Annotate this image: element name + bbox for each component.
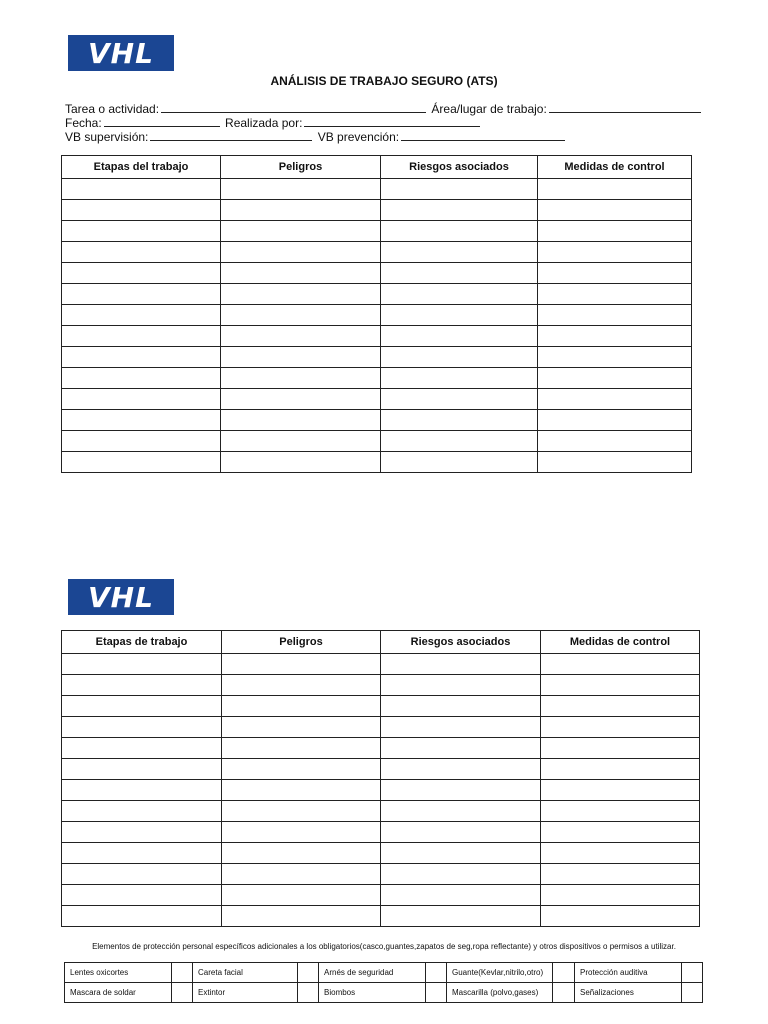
table-cell[interactable] (221, 326, 381, 347)
table-cell[interactable] (222, 801, 381, 822)
table-cell[interactable] (538, 305, 692, 326)
table-row (62, 759, 700, 780)
table-cell[interactable] (381, 284, 538, 305)
table-cell[interactable] (62, 284, 221, 305)
vb-supervision-field[interactable] (150, 129, 312, 141)
ppe-checkbox[interactable] (298, 963, 319, 983)
table-cell[interactable] (222, 717, 381, 738)
table-cell[interactable] (221, 410, 381, 431)
table-cell[interactable] (538, 242, 692, 263)
table-cell[interactable] (222, 864, 381, 885)
table-cell[interactable] (62, 864, 222, 885)
table-row (62, 431, 692, 452)
table-cell[interactable] (381, 368, 538, 389)
ppe-checkbox[interactable] (682, 963, 703, 983)
ppe-item-label: Señalizaciones (575, 983, 682, 1003)
table-cell[interactable] (62, 906, 222, 927)
ppe-item-label: Mascarilla (polvo,gases) (447, 983, 553, 1003)
table-cell[interactable] (541, 717, 700, 738)
table-cell[interactable] (541, 738, 700, 759)
table-row (62, 864, 700, 885)
table-cell[interactable] (62, 431, 221, 452)
table-cell[interactable] (221, 389, 381, 410)
table-cell[interactable] (222, 885, 381, 906)
table-cell[interactable] (62, 305, 221, 326)
table-cell[interactable] (381, 242, 538, 263)
table-cell[interactable] (538, 200, 692, 221)
table-cell[interactable] (62, 822, 222, 843)
table-cell[interactable] (62, 410, 221, 431)
table-cell[interactable] (541, 696, 700, 717)
ppe-item-label: Lentes oxicortes (65, 963, 172, 983)
ppe-checkbox[interactable] (172, 983, 193, 1003)
table-cell[interactable] (222, 675, 381, 696)
table-cell[interactable] (381, 780, 541, 801)
table-cell[interactable] (221, 305, 381, 326)
table-cell[interactable] (62, 780, 222, 801)
area-label: Área/lugar de trabajo: (431, 102, 547, 116)
table-row (62, 200, 692, 221)
table-cell[interactable] (381, 200, 538, 221)
table-cell[interactable] (541, 759, 700, 780)
vb-prevencion-label: VB prevención: (317, 130, 400, 144)
tarea-label: Tarea o actividad: (65, 102, 160, 116)
table-cell[interactable] (221, 431, 381, 452)
table-row (62, 822, 700, 843)
table-row (62, 179, 692, 200)
table-cell[interactable] (222, 759, 381, 780)
table-cell[interactable] (381, 221, 538, 242)
table-cell[interactable] (541, 906, 700, 927)
area-field[interactable] (549, 101, 701, 113)
table-cell[interactable] (541, 843, 700, 864)
table-cell[interactable] (541, 780, 700, 801)
table-cell[interactable] (538, 452, 692, 473)
ats-table-1 (61, 155, 692, 473)
table-cell[interactable] (538, 368, 692, 389)
table-cell[interactable] (62, 347, 221, 368)
table-cell[interactable] (381, 759, 541, 780)
table-cell[interactable] (381, 326, 538, 347)
ppe-checkbox[interactable] (682, 983, 703, 1003)
table-row (62, 410, 692, 431)
table-cell[interactable] (62, 696, 222, 717)
table-cell[interactable] (381, 179, 538, 200)
table-row (62, 780, 700, 801)
table-cell[interactable] (222, 654, 381, 675)
ppe-checkbox[interactable] (426, 983, 447, 1003)
table-cell[interactable] (538, 410, 692, 431)
table-cell[interactable] (222, 738, 381, 759)
table-cell[interactable] (62, 389, 221, 410)
table-cell[interactable] (538, 326, 692, 347)
col-header: Peligros (221, 156, 381, 179)
col-header: Etapas del trabajo (62, 156, 221, 179)
table-cell[interactable] (62, 675, 222, 696)
table-row (62, 347, 692, 368)
col-header: Riesgos asociados (381, 156, 538, 179)
table-cell[interactable] (381, 906, 541, 927)
table-cell[interactable] (62, 452, 221, 473)
table-row (62, 843, 700, 864)
table-cell[interactable] (381, 347, 538, 368)
table-cell[interactable] (62, 242, 221, 263)
table-cell[interactable] (222, 696, 381, 717)
table-cell[interactable] (381, 717, 541, 738)
table-cell[interactable] (541, 801, 700, 822)
table-cell[interactable] (221, 347, 381, 368)
table-cell[interactable] (381, 452, 538, 473)
table-row (62, 675, 700, 696)
table-row (62, 389, 692, 410)
table-cell[interactable] (381, 801, 541, 822)
header-fields (65, 101, 703, 143)
ppe-row (65, 963, 703, 983)
table-cell[interactable] (221, 242, 381, 263)
table-cell[interactable] (62, 326, 221, 347)
table-row (62, 738, 700, 759)
table-row (62, 326, 692, 347)
ppe-item-label: Mascara de soldar (65, 983, 172, 1003)
table-cell[interactable] (62, 654, 222, 675)
ppe-checkbox[interactable] (553, 963, 575, 983)
table-cell[interactable] (381, 305, 538, 326)
table-cell[interactable] (62, 717, 222, 738)
ppe-checkbox[interactable] (298, 983, 319, 1003)
table-cell[interactable] (538, 389, 692, 410)
table-cell[interactable] (222, 906, 381, 927)
fecha-label: Fecha: (65, 116, 102, 130)
table-cell[interactable] (221, 284, 381, 305)
table-row (62, 801, 700, 822)
ppe-checklist (64, 962, 703, 1003)
realizada-label: Realizada por: (225, 116, 303, 130)
table-cell[interactable] (538, 221, 692, 242)
table-cell[interactable] (538, 284, 692, 305)
col-header: Etapas de trabajo (62, 631, 222, 654)
table-cell[interactable] (381, 654, 541, 675)
ppe-note: Elementos de protección personal específicos adicionales a los obligatorios(casco,guantes,zapatos de seg,ropa reflectante) y otros dispositivos o permisos a utilizar. (92, 942, 676, 951)
table-cell[interactable] (538, 431, 692, 452)
table-cell[interactable] (221, 263, 381, 284)
table-row (62, 717, 700, 738)
table-cell[interactable] (538, 347, 692, 368)
table-cell[interactable] (381, 822, 541, 843)
ppe-item-label: Extintor (193, 983, 298, 1003)
table-cell[interactable] (381, 885, 541, 906)
ppe-checkbox[interactable] (172, 963, 193, 983)
tarea-field[interactable] (161, 101, 426, 113)
table-row (62, 284, 692, 305)
table-cell[interactable] (62, 221, 221, 242)
table-row (62, 906, 700, 927)
col-header: Medidas de control (541, 631, 700, 654)
company-logo (68, 579, 174, 615)
table-cell[interactable] (381, 864, 541, 885)
table-cell[interactable] (62, 759, 222, 780)
table-row (62, 654, 700, 675)
table-cell[interactable] (381, 431, 538, 452)
table-cell[interactable] (62, 885, 222, 906)
document-title: ANÁLISIS DE TRABAJO SEGURO (ATS) (270, 74, 498, 88)
table-cell[interactable] (222, 843, 381, 864)
table-row (62, 452, 692, 473)
table-row (62, 221, 692, 242)
vb-supervision-label: VB supervisión: (65, 130, 149, 144)
logo-text: VHL (88, 580, 154, 614)
col-header: Riesgos asociados (381, 631, 541, 654)
table-cell[interactable] (541, 675, 700, 696)
col-header: Peligros (222, 631, 381, 654)
table-cell[interactable] (221, 368, 381, 389)
table-cell[interactable] (381, 263, 538, 284)
table-cell[interactable] (62, 738, 222, 759)
table-row (62, 696, 700, 717)
table-cell[interactable] (62, 200, 221, 221)
table-cell[interactable] (381, 696, 541, 717)
ppe-item-label: Careta facial (193, 963, 298, 983)
table-cell[interactable] (221, 452, 381, 473)
table-row (62, 368, 692, 389)
realizada-field[interactable] (304, 115, 480, 127)
company-logo (68, 35, 174, 71)
table-cell[interactable] (538, 179, 692, 200)
ppe-checkbox[interactable] (553, 983, 575, 1003)
fecha-field[interactable] (104, 115, 220, 127)
table-cell[interactable] (62, 179, 221, 200)
table-cell[interactable] (221, 200, 381, 221)
ats-table-2 (61, 630, 700, 927)
logo-text: VHL (88, 36, 154, 70)
table-row (62, 242, 692, 263)
table-cell[interactable] (62, 263, 221, 284)
table-cell[interactable] (381, 738, 541, 759)
table-cell[interactable] (62, 368, 221, 389)
table-row (62, 263, 692, 284)
table-cell[interactable] (541, 654, 700, 675)
table-row (62, 305, 692, 326)
table-cell[interactable] (541, 885, 700, 906)
vb-prevencion-field[interactable] (401, 129, 565, 141)
table-cell[interactable] (221, 221, 381, 242)
table-cell[interactable] (541, 864, 700, 885)
table-row (62, 885, 700, 906)
table-cell[interactable] (381, 675, 541, 696)
ppe-row (65, 983, 703, 1003)
table-cell[interactable] (222, 822, 381, 843)
ppe-item-label: Biombos (319, 983, 426, 1003)
ppe-item-label: Protección auditiva (575, 963, 682, 983)
table-cell[interactable] (221, 179, 381, 200)
ppe-checkbox[interactable] (426, 963, 447, 983)
table-cell[interactable] (381, 410, 538, 431)
ppe-item-label: Guante(Kevlar,nitrilo,otro) (447, 963, 553, 983)
table-cell[interactable] (381, 843, 541, 864)
ppe-item-label: Arnés de seguridad (319, 963, 426, 983)
table-cell[interactable] (541, 822, 700, 843)
table-cell[interactable] (538, 263, 692, 284)
table-cell[interactable] (381, 389, 538, 410)
table-cell[interactable] (62, 843, 222, 864)
table-cell[interactable] (62, 801, 222, 822)
col-header: Medidas de control (538, 156, 692, 179)
table-cell[interactable] (222, 780, 381, 801)
